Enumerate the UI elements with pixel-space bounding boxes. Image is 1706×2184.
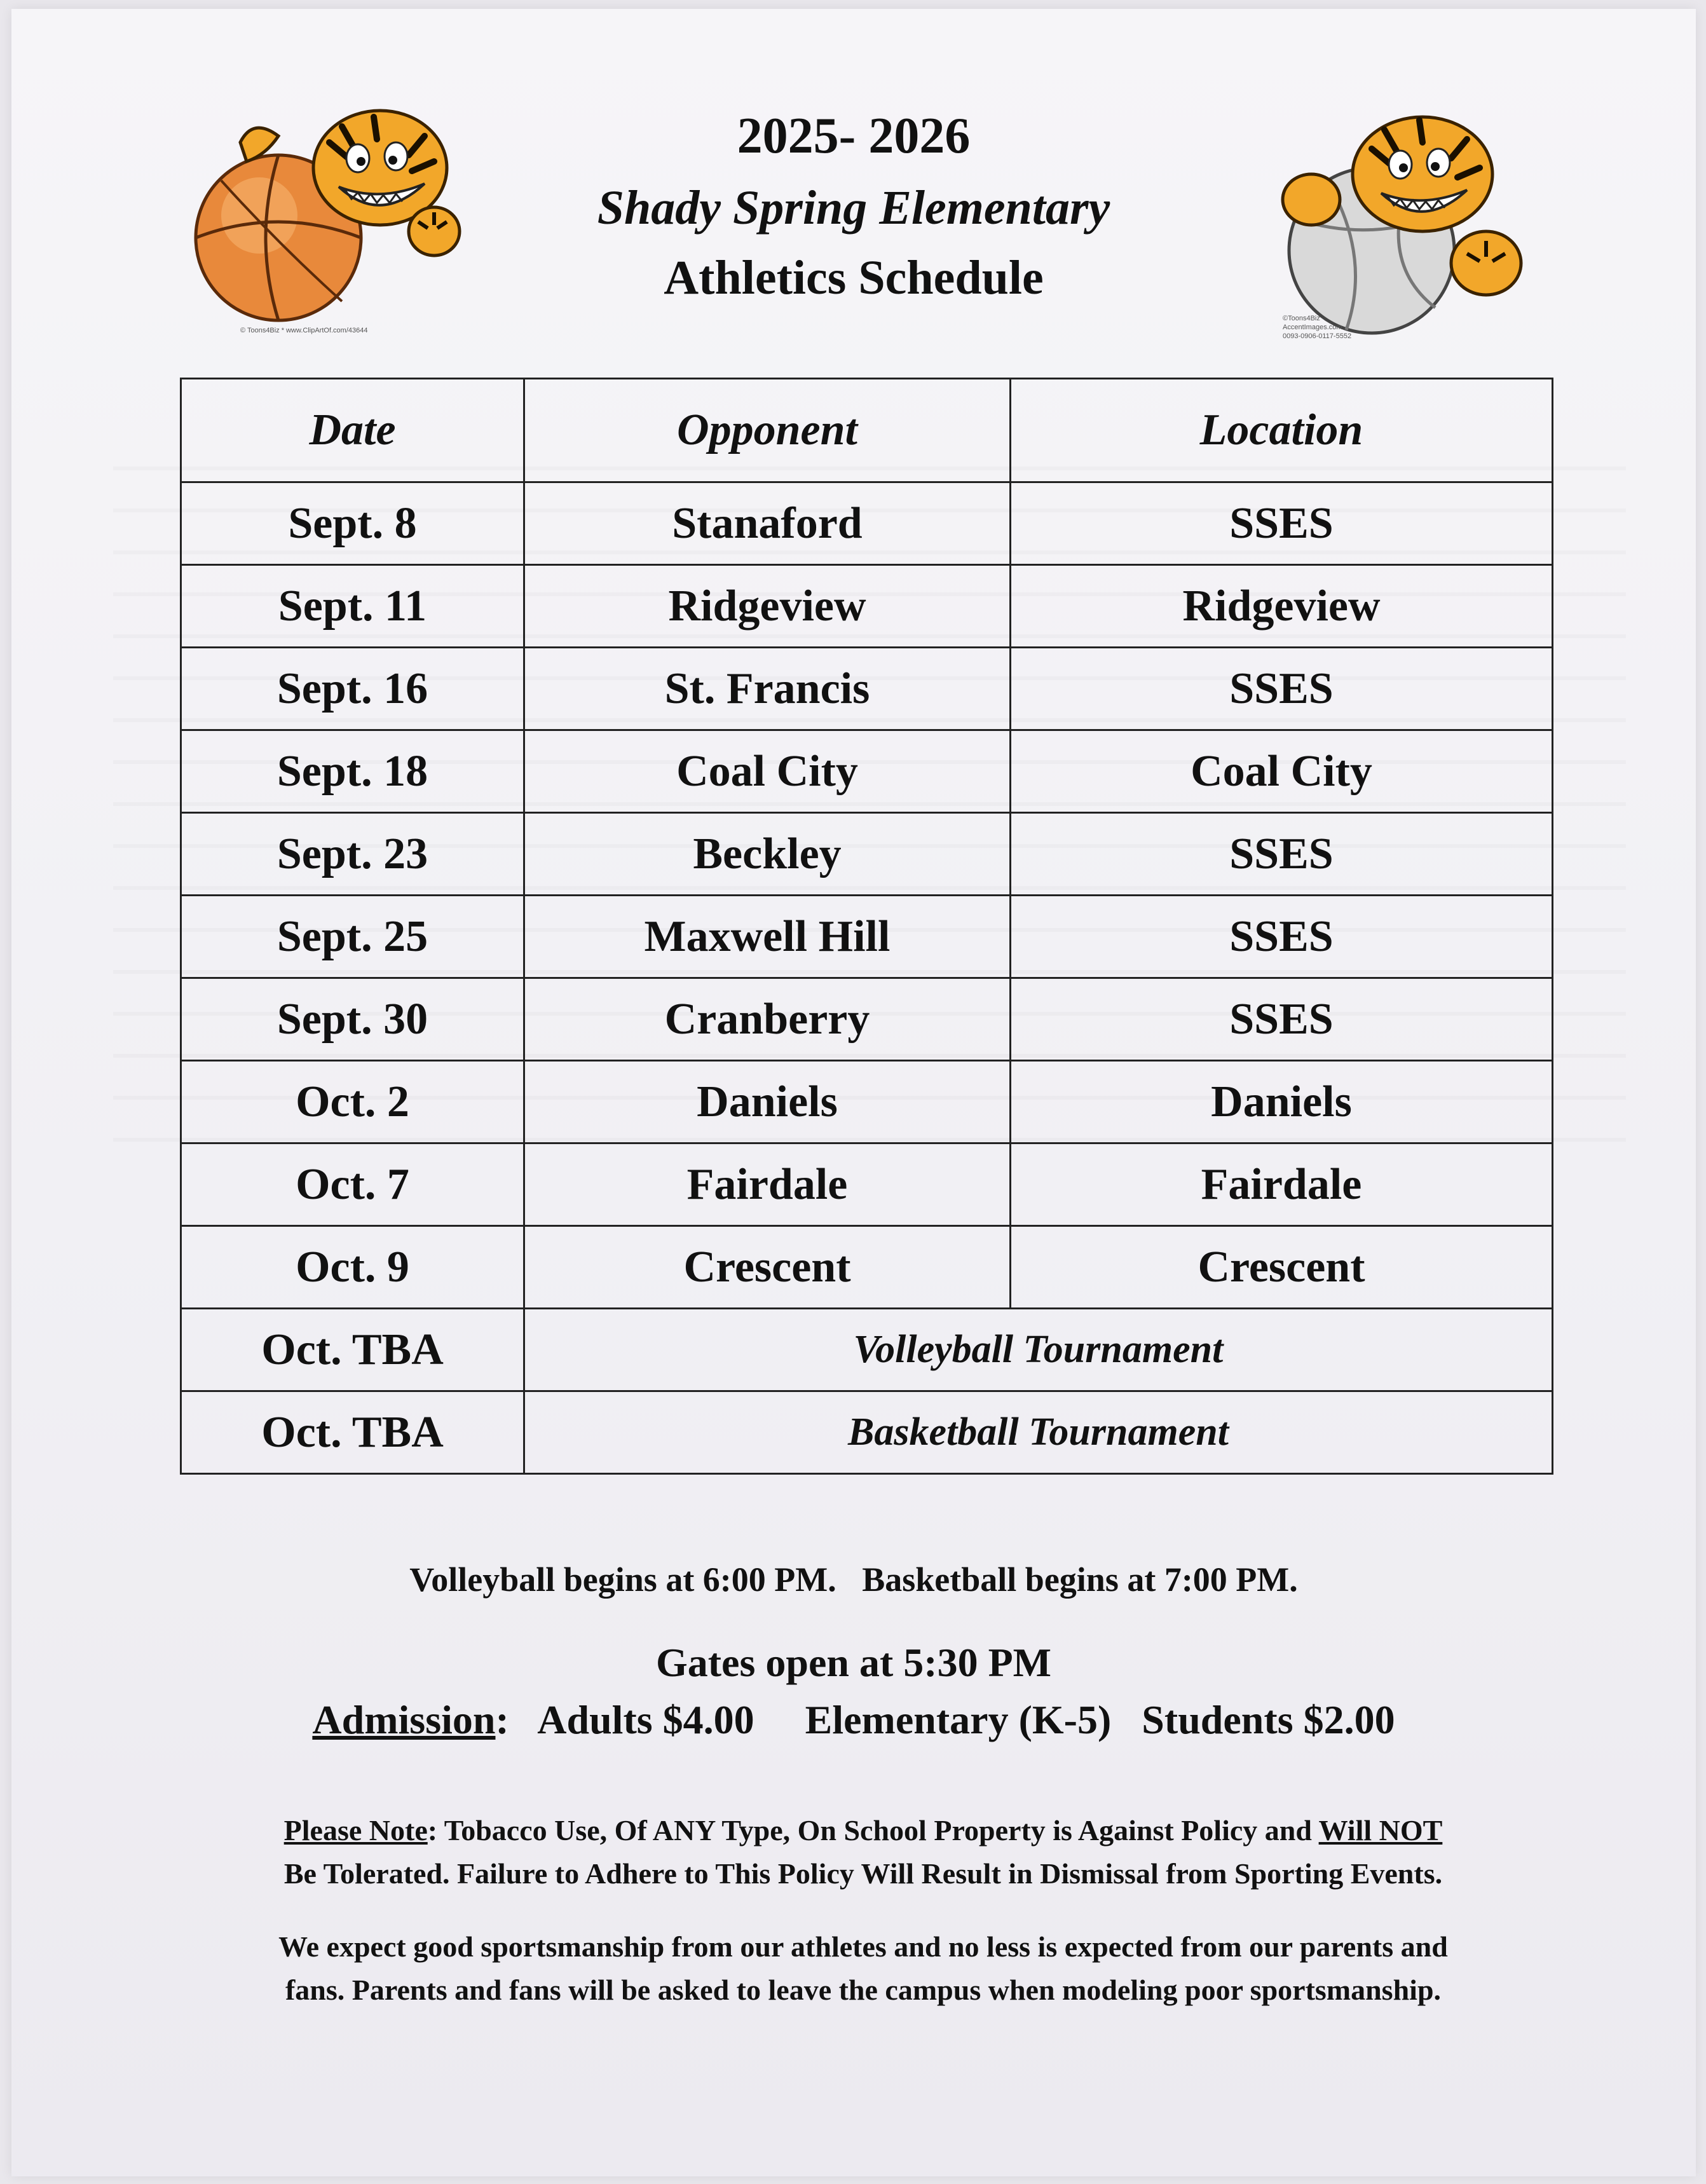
game-date: Oct. 7 xyxy=(181,1143,524,1226)
game-opponent: Coal City xyxy=(524,730,1011,813)
game-date: Sept. 18 xyxy=(181,730,524,813)
credit-line: ©Toons4Biz xyxy=(1283,315,1320,322)
sportsmanship-note xyxy=(164,1925,1562,2012)
sportsmanship-line-2: fans. Parents and fans will be asked to leave the campus when modeling poor sportsmanship. xyxy=(285,1974,1442,2006)
table-row xyxy=(181,565,1553,648)
game-opponent: Fairdale xyxy=(524,1143,1011,1226)
school-year: 2025- 2026 xyxy=(737,108,971,164)
game-location: Coal City xyxy=(1011,730,1553,813)
game-opponent: St. Francis xyxy=(524,648,1011,730)
game-location: SSES xyxy=(1011,896,1553,978)
game-opponent: Maxwell Hill xyxy=(524,896,1011,978)
game-date: Sept. 11 xyxy=(181,565,524,648)
credit-line: AccentImages.com xyxy=(1283,324,1342,331)
game-location: Daniels xyxy=(1011,1061,1553,1143)
game-date: Sept. 30 xyxy=(181,978,524,1061)
tournament-row xyxy=(181,1391,1553,1474)
table-row xyxy=(181,730,1553,813)
table-header-row xyxy=(181,379,1553,482)
game-location: SSES xyxy=(1011,648,1553,730)
game-location: SSES xyxy=(1011,813,1553,896)
admission-line: Admission: Adults $4.00 Elementary (K-5) Students $2.00 xyxy=(312,1697,1395,1742)
game-opponent: Ridgeview xyxy=(524,565,1011,648)
left-mascot-credit: © Toons4Biz * www.ClipArtOf.com/43644 xyxy=(240,327,368,334)
game-location: SSES xyxy=(1011,482,1553,565)
tournament-date: Oct. TBA xyxy=(181,1309,524,1391)
tournament-row xyxy=(181,1309,1553,1391)
admission-students: Elementary (K-5) Students $2.00 xyxy=(805,1697,1395,1742)
game-opponent: Daniels xyxy=(524,1061,1011,1143)
tobacco-text-c: Be Tolerated. Failure to Adhere to This Policy Will Result in Dismissal from Sporting Events. xyxy=(283,1857,1443,1890)
table-row xyxy=(181,648,1553,730)
game-opponent: Cranberry xyxy=(524,978,1011,1061)
table-row xyxy=(181,1061,1553,1143)
schedule-flyer xyxy=(11,9,1696,2176)
game-date: Oct. 2 xyxy=(181,1061,524,1143)
credit-line: 0093-0906-0117-5552 xyxy=(1283,332,1352,340)
game-date: Sept. 8 xyxy=(181,482,524,565)
table-row xyxy=(181,813,1553,896)
tournament-name: Volleyball Tournament xyxy=(524,1309,1553,1391)
game-location: Fairdale xyxy=(1011,1143,1553,1226)
game-opponent: Crescent xyxy=(524,1226,1011,1309)
schedule-title: Athletics Schedule xyxy=(664,251,1044,304)
start-times: Volleyball begins at 6:00 PM. Basketball begins at 7:00 PM. xyxy=(409,1560,1298,1599)
column-header-opponent: Opponent xyxy=(524,379,1011,482)
note-label: Please Note xyxy=(283,1814,428,1846)
table-row xyxy=(181,896,1553,978)
game-date: Oct. 9 xyxy=(181,1226,524,1309)
game-location: Ridgeview xyxy=(1011,565,1553,648)
admission-adults: Adults $4.00 xyxy=(537,1697,754,1742)
game-opponent: Beckley xyxy=(524,813,1011,896)
tournament-date: Oct. TBA xyxy=(181,1391,524,1474)
flyer-header xyxy=(11,104,1696,313)
table-row xyxy=(181,1143,1553,1226)
column-header-location: Location xyxy=(1011,379,1553,482)
game-location: Crescent xyxy=(1011,1226,1553,1309)
table-row xyxy=(181,978,1553,1061)
right-mascot-credit xyxy=(1283,314,1351,341)
tobacco-text-a: Tobacco Use, Of ANY Type, On School Property is Against Policy and xyxy=(444,1814,1312,1846)
tobacco-policy-note: Please Note: Tobacco Use, Of ANY Type, On School Property is Against Policy and Will NOT Be Tolerated. Failure to Adhere to This Policy Will Result in Dismissal from Sporting Events. xyxy=(283,1814,1443,1890)
sportsmanship-line-1: We expect good sportsmanship from our athletes and no less is expected from our parents and xyxy=(278,1930,1448,1963)
school-name: Shady Spring Elementary xyxy=(597,181,1110,235)
table-row xyxy=(181,482,1553,565)
admission-label: Admission xyxy=(312,1697,496,1742)
game-location: SSES xyxy=(1011,978,1553,1061)
game-date: Sept. 16 xyxy=(181,648,524,730)
table-row xyxy=(181,1226,1553,1309)
gates-open: Gates open at 5:30 PM xyxy=(655,1640,1052,1685)
tobacco-text-b: Will NOT xyxy=(1318,1814,1443,1846)
game-date: Sept. 25 xyxy=(181,896,524,978)
tournament-name: Basketball Tournament xyxy=(524,1391,1553,1474)
game-date: Sept. 23 xyxy=(181,813,524,896)
column-header-date: Date xyxy=(181,379,524,482)
game-opponent: Stanaford xyxy=(524,482,1011,565)
schedule-table xyxy=(180,378,1553,1475)
